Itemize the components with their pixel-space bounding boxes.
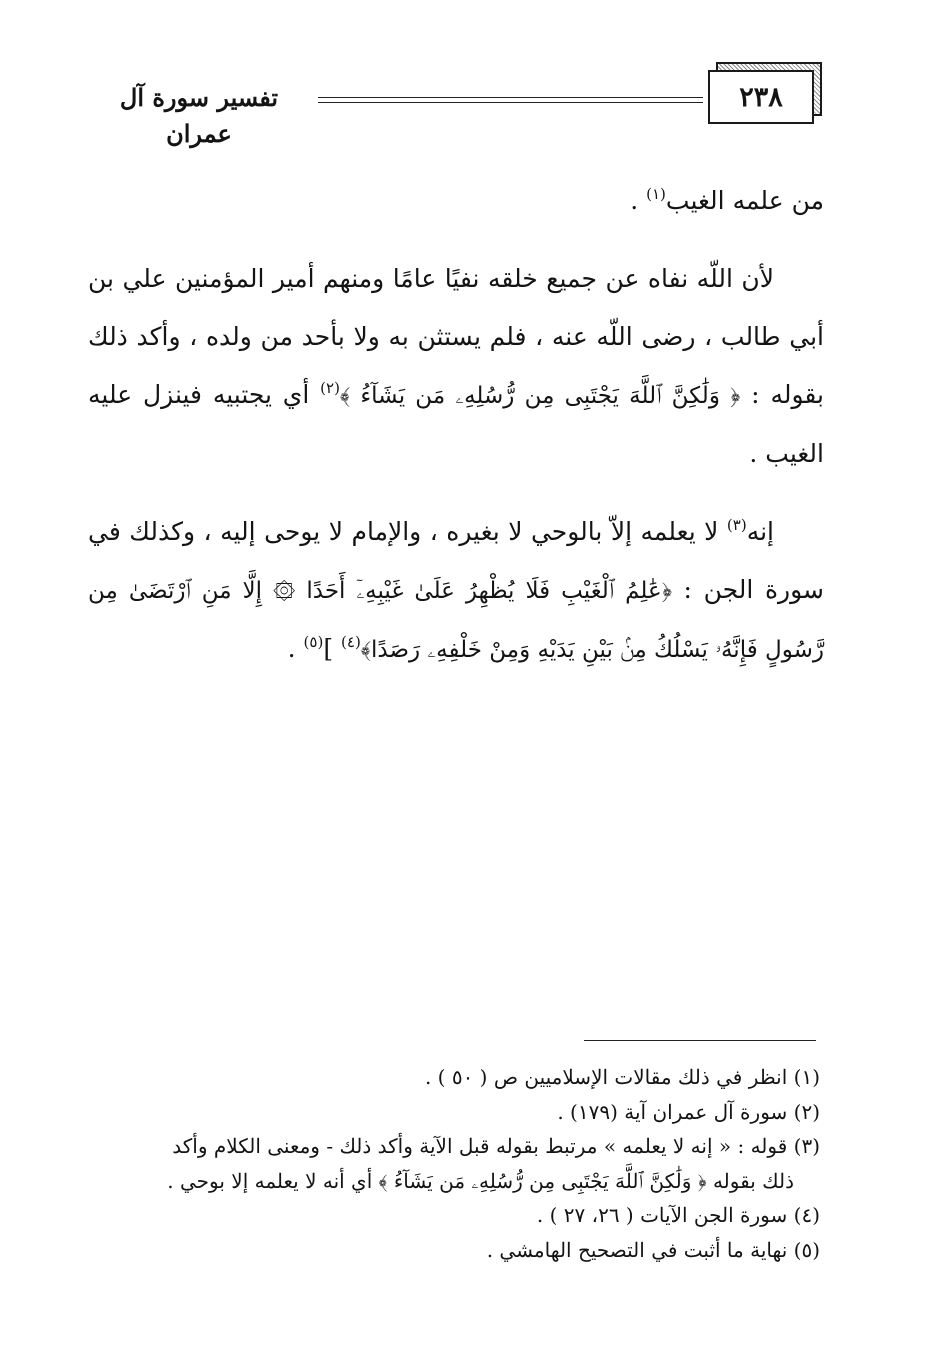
- closing-bracket: ]: [323, 634, 342, 663]
- footnotes: [84, 1060, 820, 1267]
- paragraph-2: [88, 250, 824, 483]
- footnote-ref-4: (٤): [341, 633, 361, 651]
- paragraph-3-end: .: [287, 634, 304, 663]
- footnote-ref-3: (٣): [726, 516, 747, 534]
- quran-verse-2: ﴿عَٰلِمُ ٱلْغَيْبِ فَلَا يُظْهِرُ عَلَىٰ غَيْبِهِۦٓ أَحَدًا ۞ إِلَّا مَنِ ٱرْتَضَىٰ مِن رَّسُولٍ فَإِنَّهُۥ يَسْلُكُ مِنۢ بَيْنِ يَدَيْهِ وَمِنْ خَلْفِهِۦ رَصَدًا﴾: [88, 578, 824, 663]
- footnote-ref-2: (٢): [320, 379, 340, 397]
- footnote-4: (٤) سورة الجن الآيات ( ٢٦، ٢٧ ) .: [536, 1203, 820, 1227]
- page-number: ٢٣٨: [708, 70, 814, 124]
- footnote-ref-5: (٥): [303, 633, 324, 651]
- paragraph-3-text: لا يعلمه إلاّ بالوحي لا بغيره ، والإمام لا يوحى إليه ، وكذلك في سورة الجن :: [88, 517, 824, 604]
- paragraph-3: [88, 503, 824, 679]
- footnote-5: (٥) نهاية ما أثبت في التصحيح الهامشي .: [486, 1237, 820, 1262]
- header-rule: [318, 97, 703, 103]
- paragraph-1-end: .: [630, 186, 647, 215]
- quran-verse-1: ﴿ وَلَٰكِنَّ ٱللَّهَ يَجْتَبِى مِن رُّسُلِهِۦ مَن يَشَآءُ ﴾: [339, 383, 741, 409]
- footnote-3: (٣) قوله : « إنه لا يعلمه » مرتبط بقوله قبل الآية وأكد ذلك - ومعنى الكلام وأكد: [172, 1134, 820, 1158]
- footnote-ref-1: (١): [646, 185, 666, 203]
- running-title: تفسير سورة آل عمران: [119, 83, 279, 148]
- paragraph-2-text: لأن اللّه نفاه عن جميع خلقه نفيًا عامًا ومنهم أمير المؤمنين علي بن أبي طالب ، رضى اللّه عنه ، فلم يستثن به ولا بأحد من ولده ، وأكد ذلك بقوله :: [88, 264, 824, 409]
- footnote-2: (٢) سورة آل عمران آية (١٧٩) .: [557, 1099, 820, 1124]
- paragraph-3-start: إنه: [746, 517, 774, 546]
- main-text: [88, 172, 824, 699]
- footnote-separator: [584, 1040, 816, 1041]
- paragraph-1: [88, 172, 824, 230]
- page-header: [0, 0, 946, 148]
- footnote-1: (١) انظر في ذلك مقالات الإسلاميين ص ( ٥٠ ) .: [424, 1065, 820, 1089]
- paragraph-1-text: من علمه الغيب: [665, 186, 824, 215]
- footnote-3-continuation: ذلك بقوله ﴿ وَلَٰكِنَّ ٱللَّهَ يَجْتَبِى مِن رُّسُلِهِۦ مَن يَشَآءُ ﴾ أي أنه لا يعلمه إلا بوحي .: [167, 1168, 794, 1193]
- paragraph-2-end: أي يجتبيه فينزل عليه الغيب .: [88, 380, 824, 468]
